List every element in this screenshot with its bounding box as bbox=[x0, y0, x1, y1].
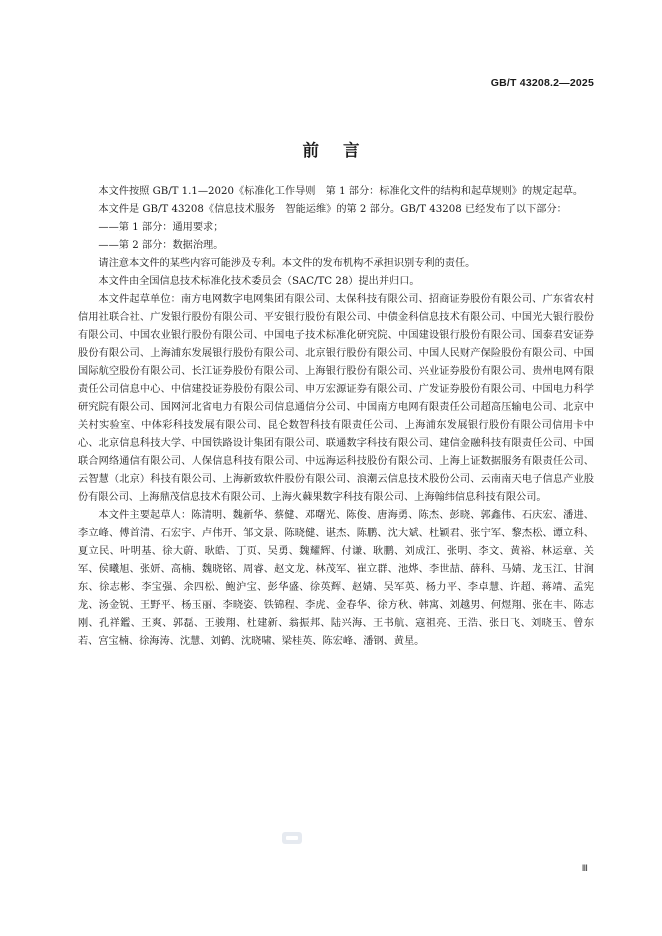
list-item-part-1: ——第 1 部分：通用要求； bbox=[98, 222, 224, 233]
paragraph-drafting-rules: 本文件按照 GB/T 1.1—2020《标准化工作导则 第 1 部分：标准化文件的结构和起草规则》的规定起草。 bbox=[98, 186, 584, 197]
paragraph-standard-series: 本文件是 GB/T 43208《信息技术服务 智能运维》的第 2 部分。GB/T 43208 已经发布了以下部分： bbox=[98, 204, 567, 215]
paragraph-committee: 本文件由全国信息技术标准化技术委员会（SAC/TC 28）提出并归口。 bbox=[98, 276, 420, 287]
standard-number: GB/T 43208.2—2025 bbox=[490, 77, 594, 89]
list-item-part-2: ——第 2 部分：数据治理。 bbox=[98, 240, 224, 251]
foreword-body bbox=[78, 183, 594, 651]
paragraph-drafters: 本文件主要起草人：陈清明、魏新华、蔡健、邓曙光、陈俊、唐海勇、陈杰、彭晓、郭鑫伟、石庆宏、潘进、李立峰、傅首清、石宏宇、卢伟开、邹文景、陈晓健、谌杰、陈鹏、沈大斌、杜颖君、张宁军、黎杰松、谭立科、夏立民、叶明基、徐大蔚、耿皓、丁页、吴勇、魏耀辉、付谦、耿鹏、刘成江、张明、李文、黄裕、林运章、关军、侯曦旭、张妍、高楠、魏晓铭、周睿、赵文龙、林茂军、崔立群、池烨、李世喆、薛科、马婧、龙玉江、甘润东、徐志彬、李宝强、余四松、鲍沪宝、彭华盛、徐英辉、赵婧、吴军英、杨力平、李卓慧、许超、蒋靖、孟宪龙、汤金锐、王野平、杨玉丽、李晓姿、铁锦程、李虎、金春华、徐方秋、韩寓、刘越男、何煜翔、张在丰、陈志刚、孔祥鑑、王爽、郭磊、王骏翔、杜建新、翁振邦、陆兴海、王书航、寇祖亮、王浩、张日飞、刘晓玉、曾东若、宫宝楠、徐海涛、沈慧、刘鹤、沈晓啸、梁桂英、陈宏峰、潘钢、黄星。 bbox=[78, 510, 594, 647]
page-number: Ⅲ bbox=[581, 864, 588, 874]
paragraph-drafting-organizations: 本文件起草单位：南方电网数字电网集团有限公司、太保科技有限公司、招商证券股份有限公司、广东省农村信用社联合社、广发银行股份有限公司、平安银行股份有限公司、中债金科信息技术有限公司、中国光大银行股份有限公司、中国农业银行股份有限公司、中国电子技术标准化研究院、中国建设银行股份有限公司、国泰君安证券股份有限公司、上海浦东发展银行股份有限公司、北京银行股份有限公司、中国人民财产保险股份有限公司、中国国际航空股份有限公司、长江证券股份有限公司、上海银行股份有限公司、兴业证券股份有限公司、贵州电网有限责任公司信息中心、中信建投证券股份有限公司、申万宏源证券有限公司、广发证券股份有限公司、中国电力科学研究院有限公司、国网河北省电力有限公司信息通信分公司、中国南方电网有限责任公司超高压输电公司、北京中关村实验室、中体彩科技发展有限公司、昆仑数智科技有限责任公司、上海浦东发展银行股份有限公司信用卡中心、北京信息科技大学、中国铁路设计集团有限公司、联通数字科技有限公司、建信金融科技有限责任公司、中国联合网络通信有限公司、人保信息科技有限公司、中远海运科技股份有限公司、上海上证数据服务有限责任公司、云智慧（北京）科技有限公司、上海新致软件股份有限公司、浪潮云信息技术股份公司、云南南天电子信息产业股份有限公司、上海鼎茂信息技术有限公司、上海火蕀果数字科技有限公司、上海翰纬信息科技有限公司。 bbox=[78, 294, 594, 503]
paragraph-patent-notice: 请注意本文件的某些内容可能涉及专利。本文件的发布机构不承担识别专利的责任。 bbox=[98, 258, 476, 269]
page-title: 前言 bbox=[302, 141, 384, 160]
watermark-logo-icon bbox=[281, 830, 303, 846]
